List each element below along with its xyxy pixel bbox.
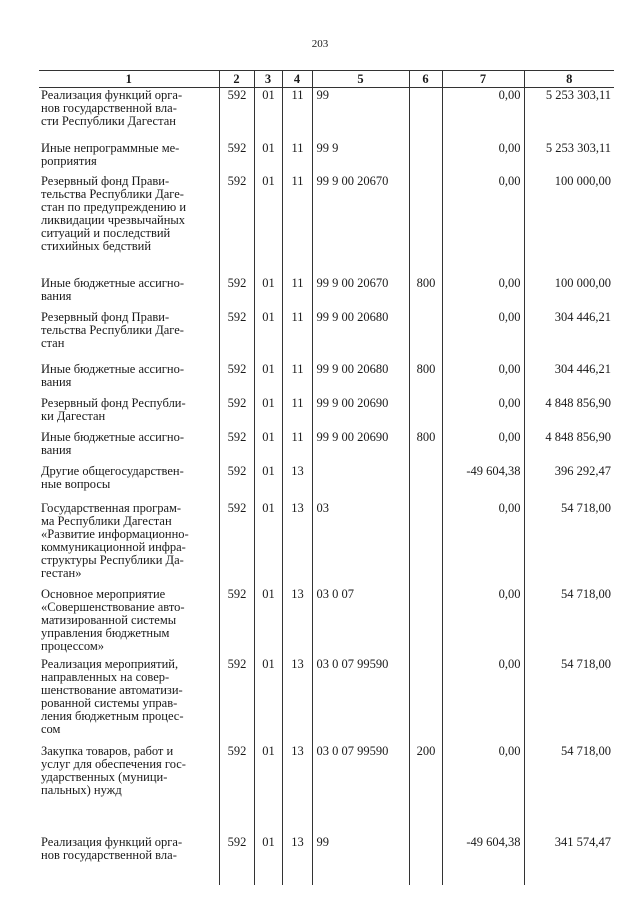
table-row: [39, 88, 614, 141]
row-value-cell: 01: [254, 276, 282, 310]
row-value-cell: 592: [219, 464, 254, 501]
row-value-cell: [409, 88, 442, 141]
row-value-cell: 0,00: [442, 744, 524, 829]
row-value-cell: 592: [219, 657, 254, 744]
table-row: [39, 430, 614, 464]
row-name-cell: Резервный фонд Прави- тельства Республики Даге- стан по предупреждению и ликвидации чрезвычайных ситуаций и последствий стихийных бедствий: [41, 173, 187, 253]
row-value-cell: 99 9 00 20690: [312, 396, 409, 430]
row-value-cell: 0,00: [442, 88, 524, 141]
row-value-cell: 99 9 00 20670: [312, 276, 409, 310]
table-row: [39, 174, 614, 276]
row-value-cell: 99: [312, 835, 409, 885]
row-value-cell: 800: [409, 430, 442, 464]
row-name-cell: Реализация мероприятий, направленных на совер- шенствование автоматизи- рованной системы управ- ления бюджетным процес- сом: [41, 656, 184, 736]
row-value-cell: 304 446,21: [524, 362, 614, 396]
column-header: 6: [409, 71, 442, 88]
row-value-cell: 99 9: [312, 141, 409, 174]
row-value-cell: 5 253 303,11: [524, 141, 614, 174]
row-value-cell: 592: [219, 430, 254, 464]
row-value-cell: 304 446,21: [524, 310, 614, 362]
row-name-cell: Основное мероприятие «Совершенствование авто- матизированной системы управления бюджетным процессом»: [41, 586, 185, 653]
row-value-cell: 01: [254, 430, 282, 464]
row-value-cell: 01: [254, 174, 282, 276]
row-name-cell: Резервный фонд Прави- тельства Республики Даге- стан: [41, 309, 184, 350]
row-name-cell: Реализация функций орга- нов государственной вла-: [41, 834, 183, 862]
row-value-cell: 11: [282, 141, 312, 174]
row-value-cell: 11: [282, 276, 312, 310]
row-value-cell: 01: [254, 88, 282, 141]
row-value-cell: [409, 464, 442, 501]
row-value-cell: 5 253 303,11: [524, 88, 614, 141]
row-value-cell: 99 9 00 20690: [312, 430, 409, 464]
column-header: 2: [219, 71, 254, 88]
row-name-cell: Иные бюджетные ассигно- вания: [41, 429, 185, 457]
row-value-cell: [409, 174, 442, 276]
row-name-cell: Иные бюджетные ассигно- вания: [41, 361, 185, 389]
row-value-cell: 03 0 07 99590: [312, 744, 409, 829]
row-value-cell: 13: [282, 587, 312, 657]
row-name-cell: Иные непрограммные ме- роприятия: [41, 140, 180, 168]
row-name-cell: Другие общегосударствен- ные вопросы: [41, 463, 184, 491]
row-value-cell: 592: [219, 88, 254, 141]
row-value-cell: 11: [282, 396, 312, 430]
row-value-cell: 592: [219, 276, 254, 310]
row-value-cell: 01: [254, 835, 282, 885]
table-row: [39, 835, 614, 885]
table-row: [39, 276, 614, 310]
row-value-cell: 13: [282, 501, 312, 587]
row-value-cell: 03 0 07: [312, 587, 409, 657]
row-value-cell: [409, 141, 442, 174]
row-value-cell: [409, 835, 442, 885]
row-value-cell: 01: [254, 657, 282, 744]
page-number: 203: [311, 38, 329, 50]
row-value-cell: 01: [254, 396, 282, 430]
row-value-cell: 592: [219, 174, 254, 276]
table-row: [39, 657, 614, 744]
row-name-cell: Реализация функций орга- нов государственной вла- сти Республики Дагестан: [41, 88, 183, 128]
column-header: 3: [254, 71, 282, 88]
row-value-cell: 13: [282, 464, 312, 501]
row-value-cell: [409, 587, 442, 657]
row-value-cell: 01: [254, 141, 282, 174]
row-value-cell: 11: [282, 88, 312, 141]
row-value-cell: 592: [219, 141, 254, 174]
row-value-cell: 592: [219, 362, 254, 396]
row-value-cell: 54 718,00: [524, 657, 614, 744]
table-body: [39, 88, 614, 885]
row-value-cell: 01: [254, 744, 282, 829]
row-value-cell: 11: [282, 174, 312, 276]
row-value-cell: 0,00: [442, 657, 524, 744]
row-value-cell: 0,00: [442, 362, 524, 396]
budget-table: [39, 70, 614, 885]
row-value-cell: 4 848 856,90: [524, 396, 614, 430]
row-value-cell: 0,00: [442, 276, 524, 310]
table-row: [39, 501, 614, 587]
row-value-cell: 200: [409, 744, 442, 829]
row-value-cell: 13: [282, 744, 312, 829]
column-header: 4: [282, 71, 312, 88]
column-header: 8: [524, 71, 614, 88]
row-value-cell: 54 718,00: [524, 501, 614, 587]
row-value-cell: 0,00: [442, 587, 524, 657]
row-value-cell: 99 9 00 20670: [312, 174, 409, 276]
row-value-cell: 13: [282, 835, 312, 885]
row-value-cell: 592: [219, 501, 254, 587]
row-value-cell: [409, 657, 442, 744]
row-name-cell: Резервный фонд Республи- ки Дагестан: [41, 395, 186, 423]
row-value-cell: 54 718,00: [524, 587, 614, 657]
row-name-cell: Иные бюджетные ассигно- вания: [41, 275, 185, 303]
row-value-cell: 341 574,47: [524, 835, 614, 885]
row-value-cell: 592: [219, 310, 254, 362]
row-value-cell: 592: [219, 587, 254, 657]
row-value-cell: -49 604,38: [442, 835, 524, 885]
row-value-cell: 0,00: [442, 430, 524, 464]
row-value-cell: 54 718,00: [524, 744, 614, 829]
table-row: [39, 362, 614, 396]
table-row: [39, 744, 614, 829]
row-value-cell: 100 000,00: [524, 174, 614, 276]
row-value-cell: 11: [282, 310, 312, 362]
row-value-cell: 01: [254, 310, 282, 362]
row-value-cell: 99 9 00 20680: [312, 362, 409, 396]
row-value-cell: 13: [282, 657, 312, 744]
row-value-cell: 592: [219, 396, 254, 430]
row-value-cell: 11: [282, 362, 312, 396]
row-value-cell: -49 604,38: [442, 464, 524, 501]
row-value-cell: 0,00: [442, 310, 524, 362]
row-value-cell: 800: [409, 276, 442, 310]
row-value-cell: 01: [254, 464, 282, 501]
column-header: 5: [312, 71, 409, 88]
row-value-cell: 01: [254, 501, 282, 587]
row-value-cell: [409, 501, 442, 587]
row-value-cell: 11: [282, 430, 312, 464]
row-value-cell: [312, 464, 409, 501]
row-value-cell: 396 292,47: [524, 464, 614, 501]
table-row: [39, 396, 614, 430]
row-value-cell: 03 0 07 99590: [312, 657, 409, 744]
column-header: 7: [442, 71, 524, 88]
row-value-cell: 03: [312, 501, 409, 587]
row-value-cell: 99 9 00 20680: [312, 310, 409, 362]
row-value-cell: 0,00: [442, 141, 524, 174]
row-name-cell: Закупка товаров, работ и услуг для обеспечения гос- ударственных (муници- пальных) нужд: [41, 743, 186, 797]
column-header: 1: [39, 71, 219, 88]
row-value-cell: 592: [219, 835, 254, 885]
row-value-cell: 99: [312, 88, 409, 141]
row-value-cell: 0,00: [442, 174, 524, 276]
row-value-cell: 0,00: [442, 396, 524, 430]
row-value-cell: 592: [219, 744, 254, 829]
row-name-cell: Государственная програм- ма Республики Дагестан «Развитие информационно- коммуникационной инфра- структуры Республики Да- гестан»: [41, 500, 189, 580]
row-value-cell: 800: [409, 362, 442, 396]
row-value-cell: 0,00: [442, 501, 524, 587]
row-value-cell: [409, 396, 442, 430]
table-row: [39, 464, 614, 501]
table-row: [39, 310, 614, 362]
row-value-cell: 100 000,00: [524, 276, 614, 310]
row-value-cell: 4 848 856,90: [524, 430, 614, 464]
row-value-cell: 01: [254, 362, 282, 396]
row-value-cell: [409, 310, 442, 362]
table-row: [39, 141, 614, 174]
table-row: [39, 587, 614, 657]
table-header-row: [39, 71, 614, 88]
row-value-cell: 01: [254, 587, 282, 657]
